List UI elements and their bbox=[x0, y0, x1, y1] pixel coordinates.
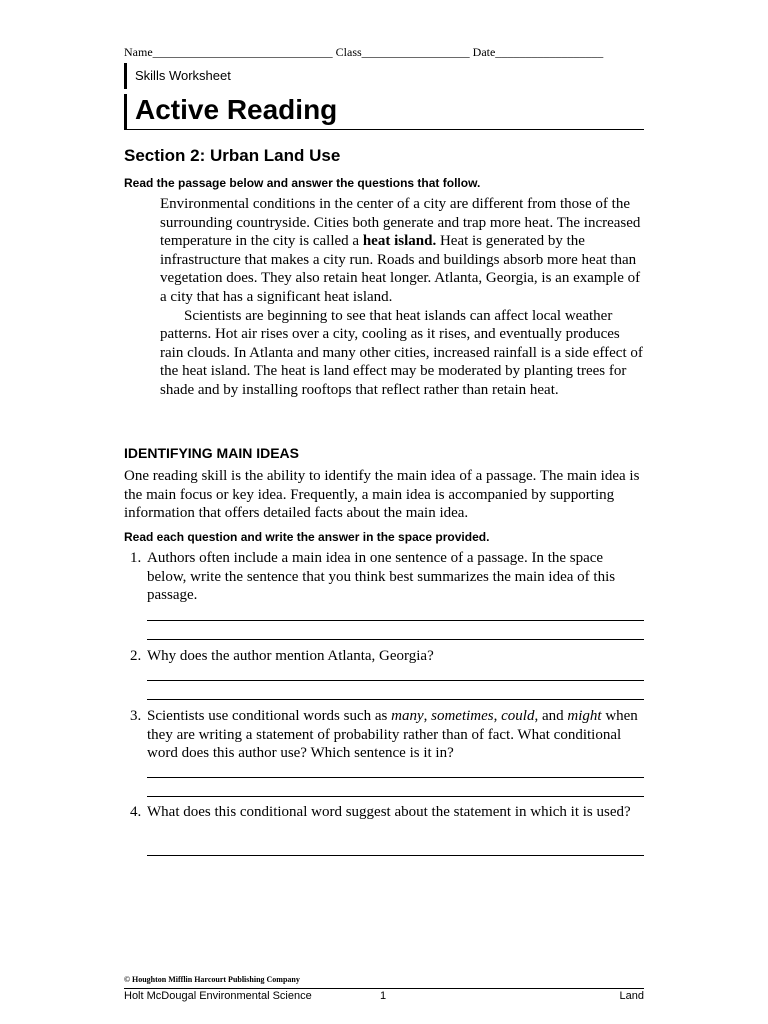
question-text: Scientists use conditional words such as many, sometimes, could, and might when they are writing a statement of probability rather than of fact. What conditional word does this author use? Which sentence is it in? bbox=[147, 708, 638, 762]
answer-line-2a[interactable] bbox=[147, 680, 644, 681]
skill-heading: IDENTIFYING MAIN IDEAS bbox=[124, 445, 300, 461]
question-number: 3. bbox=[130, 708, 142, 724]
passage-paragraph-2: Scientists are beginning to see that heat islands can affect local weather patterns. Hot air rises over a city, cooling as it rises, and eventually produces rain clouds. In Atlanta and many other cities, increased rainfall is a side effect of the heat island. The heat is land effect may be moderated by planting trees for shade and by installing rooftops that reflect rather than retain heat. bbox=[160, 307, 643, 398]
question-instruction: Read each question and write the answer in the space provided. bbox=[124, 530, 490, 544]
name-class-date-line: Name______________________________ Class__________________ Date__________________ bbox=[124, 45, 604, 59]
question-text: Why does the author mention Atlanta, Georgia? bbox=[147, 648, 434, 664]
question-number: 2. bbox=[130, 648, 142, 664]
answer-line-3a[interactable] bbox=[147, 777, 644, 778]
title-accent-bar bbox=[124, 94, 127, 130]
chapter-name: Land bbox=[619, 990, 644, 1002]
question-number: 1. bbox=[130, 550, 142, 566]
copyright-notice: © Houghton Mifflin Harcourt Publishing Company bbox=[124, 975, 300, 984]
worksheet-page bbox=[124, 0, 644, 1024]
answer-line-1b[interactable] bbox=[147, 639, 644, 640]
category-label: Skills Worksheet bbox=[135, 68, 231, 83]
question-text: What does this conditional word suggest about the statement in which it is used? bbox=[147, 804, 631, 820]
page-number: 1 bbox=[380, 990, 387, 1002]
page-footer bbox=[124, 989, 644, 1003]
answer-line-1a[interactable] bbox=[147, 620, 644, 621]
page-title: Active Reading bbox=[135, 94, 338, 125]
answer-line-4a[interactable] bbox=[147, 855, 644, 856]
section-title: Section 2: Urban Land Use bbox=[124, 146, 341, 165]
title-block bbox=[124, 92, 644, 130]
answer-line-2b[interactable] bbox=[147, 699, 644, 700]
passage-instruction: Read the passage below and answer the questions that follow. bbox=[124, 176, 481, 190]
book-title: Holt McDougal Environmental Science bbox=[124, 990, 312, 1002]
skill-intro: One reading skill is the ability to identify the main idea of a passage. The main idea is the main focus or key idea. Frequently, a main idea is accompanied by supporting information that offers detailed facts about the main idea. bbox=[124, 468, 640, 522]
question-number: 4. bbox=[130, 804, 142, 820]
key-term: heat island. bbox=[362, 233, 437, 250]
answer-line-3b[interactable] bbox=[147, 796, 644, 797]
passage-paragraph-1: Environmental conditions in the center of a city are different from those of the surrounding countryside. Cities both generate and trap more heat. The increased temperature in the city is called a heat island. Heat is generated by the infrastructure that makes a city run. Roads and buildings absorb more heat than vegetation does. They also retain heat longer. Atlanta, Georgia, is an example of a city that has a significant heat island. bbox=[160, 196, 641, 305]
reading-passage bbox=[160, 195, 644, 400]
question-text: Authors often include a main idea in one sentence of a passage. In the space below, write the sentence that you think best summarizes the main idea of this passage. bbox=[147, 550, 616, 604]
worksheet-category bbox=[124, 63, 231, 89]
